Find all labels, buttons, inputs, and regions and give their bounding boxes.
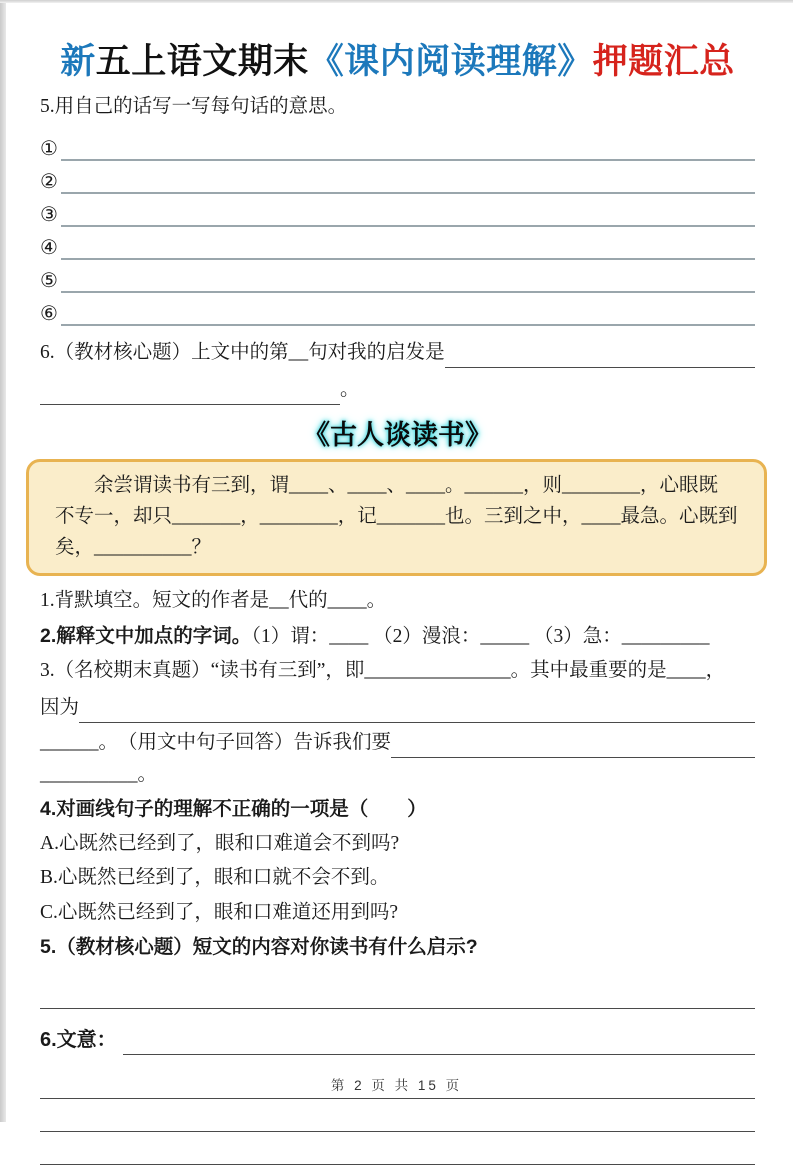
answer-blank-line[interactable] xyxy=(40,1132,755,1165)
question-6-line2 xyxy=(40,368,755,405)
answer-blank-line[interactable] xyxy=(61,236,755,260)
answer-row-1 xyxy=(40,128,755,161)
question-6-line1 xyxy=(40,332,755,368)
answer-row-6 xyxy=(40,293,755,326)
question-3-line3 xyxy=(40,723,755,758)
question-6-label: 6.文意： xyxy=(40,1028,117,1051)
question-3-line2 xyxy=(40,689,755,724)
answer-blank-line[interactable] xyxy=(61,203,755,227)
passage-line-2: 不专一，却只_______，________，记_______也。三到之中，____最急。心既到 xyxy=(55,506,738,527)
question-3-line4: __________。 xyxy=(40,763,158,785)
answer-row-4 xyxy=(40,227,755,260)
answer-row-3 xyxy=(40,194,755,227)
circled-number-6: ⑥ xyxy=(40,303,58,325)
question-3-blank-lead: ______。 xyxy=(40,731,119,753)
title-segment-topic: 《课内阅读理解》 xyxy=(308,42,593,81)
answer-blank-line[interactable] xyxy=(123,1029,755,1055)
passage-line-1: 余尝谓读书有三到，谓____、____、____。______，则________，心眼既 xyxy=(94,475,719,496)
answer-blank-line[interactable] xyxy=(79,697,755,723)
circled-number-1: ① xyxy=(40,138,58,160)
question-1: 1.背默填空。短文的作者是__代的____。 xyxy=(40,590,387,611)
answer-blank-line[interactable] xyxy=(445,342,755,368)
answer-blank-line[interactable] xyxy=(61,302,755,326)
answer-blank-line[interactable] xyxy=(40,965,755,1009)
answer-blank-line[interactable] xyxy=(391,732,755,758)
section-title: 《古人谈读书》 xyxy=(303,420,492,450)
circled-number-2: ② xyxy=(40,171,58,193)
answer-blank-line[interactable] xyxy=(40,379,340,405)
question-4: 4.对画线句子的理解不正确的一项是（ ） xyxy=(40,798,427,820)
question-3-because: 因为 xyxy=(40,697,80,718)
passage-line-3: 矣，__________？ xyxy=(55,537,212,558)
numbered-answer-lines xyxy=(40,128,755,326)
answer-blank-line[interactable] xyxy=(61,269,755,293)
answer-row-5 xyxy=(40,260,755,293)
circled-number-4: ④ xyxy=(40,237,58,259)
title-segment-new: 新 xyxy=(60,42,96,81)
period-mark: 。 xyxy=(340,379,360,400)
question-5-prompt: 5.用自己的话写一写每句话的意思。 xyxy=(40,96,348,117)
question-2 xyxy=(40,619,755,655)
title-segment-course: 五上语文期末 xyxy=(95,42,309,81)
answer-blank-line[interactable] xyxy=(61,170,755,194)
circled-number-3: ③ xyxy=(40,204,58,226)
page-number: 第 2 页 共 15 页 xyxy=(330,1078,463,1093)
question-2-blanks: （1）谓：____ （2）漫浪：_____ （3）急：_________ xyxy=(251,625,710,647)
answer-blank-line[interactable] xyxy=(61,137,755,161)
answer-blank-line[interactable] xyxy=(40,1099,755,1132)
question-3-line1: 3.（名校期末真题）“读书有三到”，即_______________。其中最重要的是____， xyxy=(40,660,726,681)
circled-number-5: ⑤ xyxy=(40,270,58,292)
question-4-option-a: A.心既然已经到了，眼和口难道会不到吗? xyxy=(40,832,400,854)
question-4-option-b: B.心既然已经到了，眼和口就不会不到。 xyxy=(40,867,390,888)
title-segment-tag: 押题汇总 xyxy=(592,42,735,81)
question-5: 5.（教材核心题）短文的内容对你读书有什么启示? xyxy=(40,936,478,958)
question-6-text: 6.（教材核心题）上文中的第__句对我的启发是 xyxy=(40,342,445,363)
passage-box xyxy=(26,459,767,576)
question-4-option-c: C.心既然已经到了，眼和口难道还用到吗? xyxy=(40,901,399,923)
answer-row-2 xyxy=(40,161,755,194)
question-6-meaning xyxy=(40,1009,755,1055)
question-3-instruction: （用文中句子回答）告诉我们要 xyxy=(118,731,392,753)
question-2-stem: 2.解释文中加点的字词。 xyxy=(40,624,252,647)
page-title xyxy=(40,40,755,84)
